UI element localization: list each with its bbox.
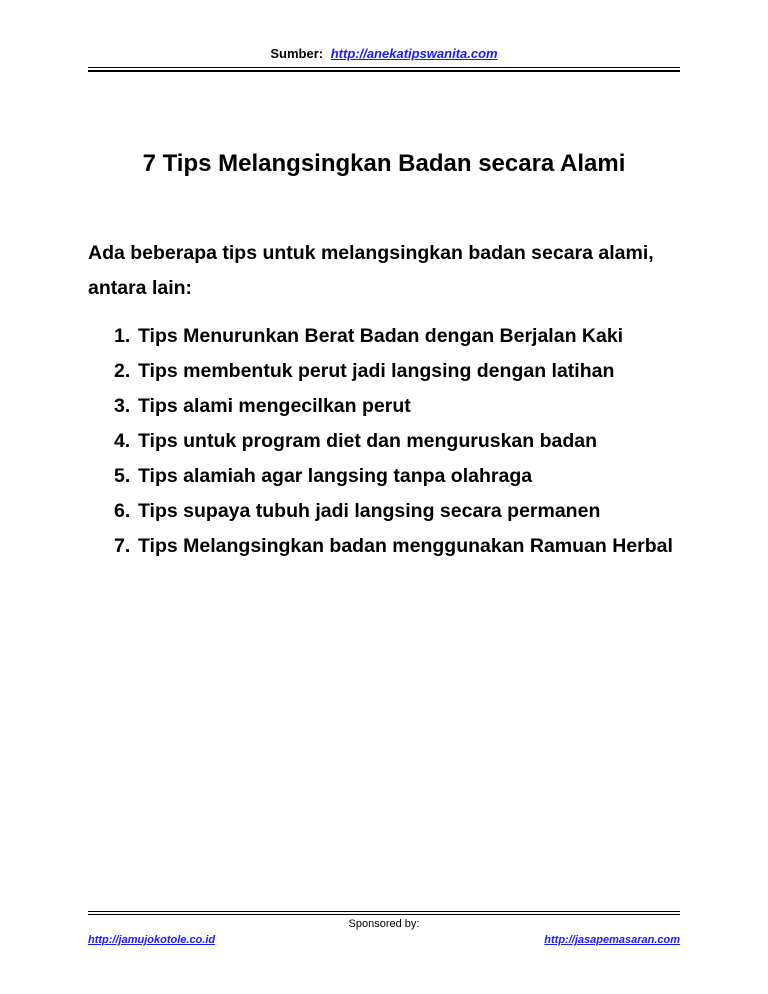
- list-item-number: 7.: [114, 535, 131, 557]
- list-item-text: Tips alami mengecilkan perut: [138, 395, 411, 417]
- footer-right-link[interactable]: http://jasapemasaran.com: [544, 934, 680, 946]
- tips-list: [114, 319, 689, 564]
- list-item-number: 5.: [114, 465, 131, 487]
- page-title: 7 Tips Melangsingkan Badan secara Alami: [142, 150, 626, 177]
- footer-left-link[interactable]: http://jamujokotole.co.id: [88, 934, 216, 946]
- list-item: [114, 354, 689, 389]
- list-item: [114, 529, 689, 564]
- list-item: [114, 494, 689, 529]
- sponsored-label: Sponsored by:: [348, 918, 420, 930]
- list-item-number: 3.: [114, 395, 131, 417]
- intro-paragraph: Ada beberapa tips untuk melangsingkan badan secara alami, antara lain:: [88, 242, 654, 299]
- list-item-text: Tips Menurunkan Berat Badan dengan Berjalan Kaki: [138, 325, 624, 347]
- list-item: [114, 389, 689, 424]
- source-link[interactable]: http://anekatipswanita.com: [330, 46, 498, 61]
- page-header: [88, 46, 680, 62]
- header-divider-bottom: [88, 70, 680, 72]
- header-divider-top: [88, 67, 680, 68]
- footer-divider-bottom: [88, 914, 680, 915]
- list-item-text: Tips alamiah agar langsing tanpa olahraga: [138, 465, 533, 487]
- list-item: [114, 459, 689, 494]
- list-item-number: 6.: [114, 500, 131, 522]
- list-item-number: 1.: [114, 325, 131, 347]
- list-item-number: 2.: [114, 360, 131, 382]
- list-item-text: Tips supaya tubuh jadi langsing secara permanen: [138, 500, 601, 522]
- list-item-text: Tips untuk program diet dan menguruskan badan: [138, 430, 598, 452]
- list-item: [114, 424, 689, 459]
- list-item: [114, 319, 689, 354]
- footer-divider-top: [88, 911, 680, 912]
- list-item-number: 4.: [114, 430, 131, 452]
- list-item-text: Tips membentuk perut jadi langsing dengan latihan: [138, 360, 615, 382]
- source-label: Sumber:: [270, 46, 324, 61]
- list-item-text: Tips Melangsingkan badan menggunakan Ramuan Herbal: [138, 535, 673, 557]
